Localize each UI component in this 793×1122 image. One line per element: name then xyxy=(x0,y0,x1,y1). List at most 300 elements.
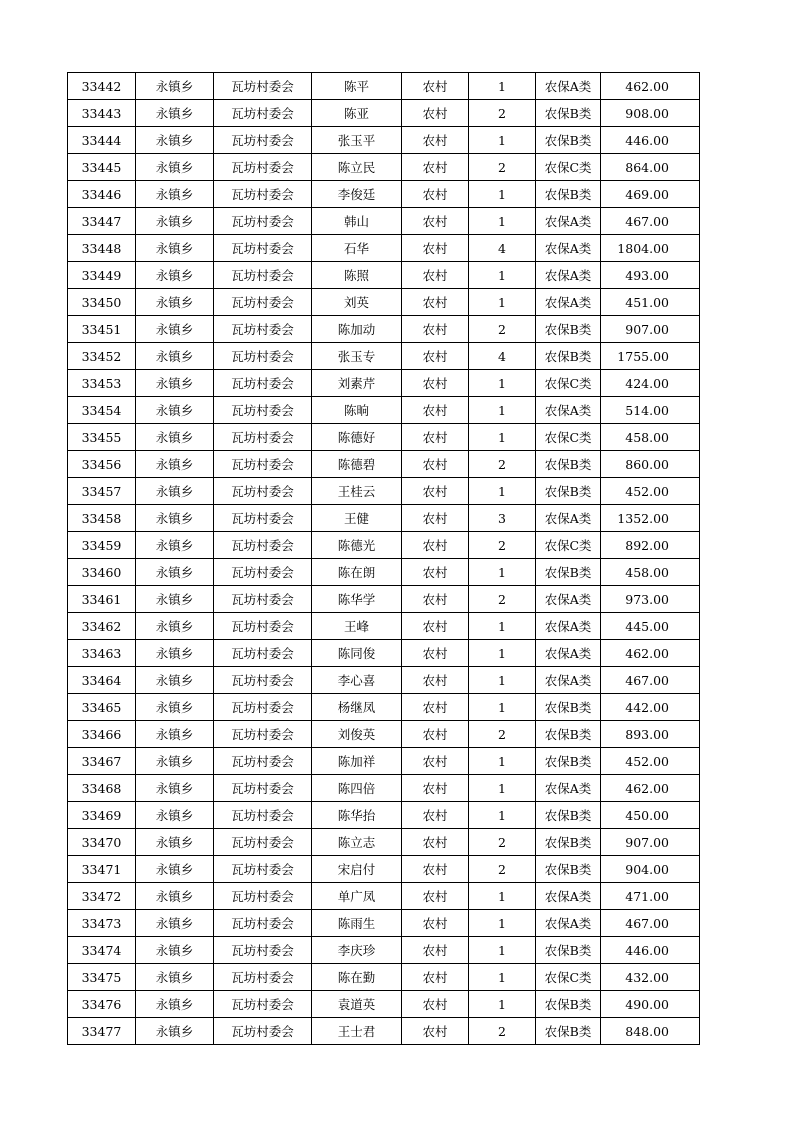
amount-cell: 514.00 xyxy=(601,397,700,424)
row-number-cell: 33456 xyxy=(68,451,136,478)
area-type-cell: 农村 xyxy=(402,613,469,640)
name-cell: 陈德碧 xyxy=(312,451,402,478)
table-row xyxy=(68,262,700,289)
table-row xyxy=(68,721,700,748)
person-count-cell: 1 xyxy=(469,991,536,1018)
township-cell: 永镇乡 xyxy=(136,478,214,505)
table-row xyxy=(68,451,700,478)
insurance-category-cell: 农保A类 xyxy=(536,208,601,235)
row-number-cell: 33465 xyxy=(68,694,136,721)
insurance-category-cell: 农保B类 xyxy=(536,559,601,586)
amount-cell: 445.00 xyxy=(601,613,700,640)
insurance-category-cell: 农保C类 xyxy=(536,424,601,451)
table-row xyxy=(68,829,700,856)
person-count-cell: 2 xyxy=(469,721,536,748)
township-cell: 永镇乡 xyxy=(136,532,214,559)
township-cell: 永镇乡 xyxy=(136,343,214,370)
area-type-cell: 农村 xyxy=(402,856,469,883)
township-cell: 永镇乡 xyxy=(136,424,214,451)
table-row xyxy=(68,1018,700,1045)
village-committee-cell: 瓦坊村委会 xyxy=(214,127,312,154)
township-cell: 永镇乡 xyxy=(136,127,214,154)
township-cell: 永镇乡 xyxy=(136,154,214,181)
area-type-cell: 农村 xyxy=(402,370,469,397)
amount-cell: 424.00 xyxy=(601,370,700,397)
area-type-cell: 农村 xyxy=(402,694,469,721)
name-cell: 陈加动 xyxy=(312,316,402,343)
row-number-cell: 33457 xyxy=(68,478,136,505)
allowance-table xyxy=(67,72,700,1045)
insurance-category-cell: 农保C类 xyxy=(536,370,601,397)
row-number-cell: 33462 xyxy=(68,613,136,640)
amount-cell: 446.00 xyxy=(601,127,700,154)
table-row xyxy=(68,505,700,532)
township-cell: 永镇乡 xyxy=(136,856,214,883)
township-cell: 永镇乡 xyxy=(136,829,214,856)
row-number-cell: 33464 xyxy=(68,667,136,694)
table-row xyxy=(68,181,700,208)
area-type-cell: 农村 xyxy=(402,397,469,424)
person-count-cell: 1 xyxy=(469,424,536,451)
insurance-category-cell: 农保B类 xyxy=(536,748,601,775)
table-row xyxy=(68,478,700,505)
person-count-cell: 2 xyxy=(469,1018,536,1045)
insurance-category-cell: 农保C类 xyxy=(536,964,601,991)
area-type-cell: 农村 xyxy=(402,748,469,775)
village-committee-cell: 瓦坊村委会 xyxy=(214,1018,312,1045)
amount-cell: 458.00 xyxy=(601,424,700,451)
name-cell: 袁道英 xyxy=(312,991,402,1018)
name-cell: 陈华抬 xyxy=(312,802,402,829)
amount-cell: 467.00 xyxy=(601,667,700,694)
row-number-cell: 33460 xyxy=(68,559,136,586)
name-cell: 陈平 xyxy=(312,73,402,100)
person-count-cell: 2 xyxy=(469,154,536,181)
row-number-cell: 33447 xyxy=(68,208,136,235)
name-cell: 单广凤 xyxy=(312,883,402,910)
area-type-cell: 农村 xyxy=(402,73,469,100)
table-row xyxy=(68,559,700,586)
name-cell: 张玉专 xyxy=(312,343,402,370)
person-count-cell: 2 xyxy=(469,856,536,883)
village-committee-cell: 瓦坊村委会 xyxy=(214,721,312,748)
township-cell: 永镇乡 xyxy=(136,775,214,802)
name-cell: 陈晌 xyxy=(312,397,402,424)
village-committee-cell: 瓦坊村委会 xyxy=(214,910,312,937)
amount-cell: 907.00 xyxy=(601,829,700,856)
amount-cell: 469.00 xyxy=(601,181,700,208)
table-row xyxy=(68,640,700,667)
township-cell: 永镇乡 xyxy=(136,316,214,343)
name-cell: 陈亚 xyxy=(312,100,402,127)
person-count-cell: 1 xyxy=(469,910,536,937)
person-count-cell: 1 xyxy=(469,208,536,235)
township-cell: 永镇乡 xyxy=(136,586,214,613)
row-number-cell: 33449 xyxy=(68,262,136,289)
insurance-category-cell: 农保A类 xyxy=(536,667,601,694)
person-count-cell: 3 xyxy=(469,505,536,532)
amount-cell: 908.00 xyxy=(601,100,700,127)
area-type-cell: 农村 xyxy=(402,424,469,451)
row-number-cell: 33448 xyxy=(68,235,136,262)
insurance-category-cell: 农保A类 xyxy=(536,73,601,100)
person-count-cell: 1 xyxy=(469,289,536,316)
township-cell: 永镇乡 xyxy=(136,208,214,235)
insurance-category-cell: 农保B类 xyxy=(536,181,601,208)
village-committee-cell: 瓦坊村委会 xyxy=(214,451,312,478)
township-cell: 永镇乡 xyxy=(136,100,214,127)
area-type-cell: 农村 xyxy=(402,100,469,127)
village-committee-cell: 瓦坊村委会 xyxy=(214,397,312,424)
village-committee-cell: 瓦坊村委会 xyxy=(214,559,312,586)
row-number-cell: 33476 xyxy=(68,991,136,1018)
name-cell: 陈照 xyxy=(312,262,402,289)
table-row xyxy=(68,100,700,127)
village-committee-cell: 瓦坊村委会 xyxy=(214,856,312,883)
village-committee-cell: 瓦坊村委会 xyxy=(214,694,312,721)
person-count-cell: 1 xyxy=(469,640,536,667)
area-type-cell: 农村 xyxy=(402,640,469,667)
insurance-category-cell: 农保B类 xyxy=(536,721,601,748)
name-cell: 李庆珍 xyxy=(312,937,402,964)
insurance-category-cell: 农保B类 xyxy=(536,478,601,505)
village-committee-cell: 瓦坊村委会 xyxy=(214,883,312,910)
row-number-cell: 33442 xyxy=(68,73,136,100)
name-cell: 陈华学 xyxy=(312,586,402,613)
township-cell: 永镇乡 xyxy=(136,640,214,667)
amount-cell: 860.00 xyxy=(601,451,700,478)
table-row xyxy=(68,424,700,451)
village-committee-cell: 瓦坊村委会 xyxy=(214,505,312,532)
amount-cell: 452.00 xyxy=(601,748,700,775)
name-cell: 陈德光 xyxy=(312,532,402,559)
name-cell: 王健 xyxy=(312,505,402,532)
row-number-cell: 33471 xyxy=(68,856,136,883)
insurance-category-cell: 农保B类 xyxy=(536,1018,601,1045)
area-type-cell: 农村 xyxy=(402,478,469,505)
insurance-category-cell: 农保B类 xyxy=(536,316,601,343)
name-cell: 刘俊英 xyxy=(312,721,402,748)
person-count-cell: 1 xyxy=(469,397,536,424)
amount-cell: 467.00 xyxy=(601,910,700,937)
table-row xyxy=(68,883,700,910)
amount-cell: 904.00 xyxy=(601,856,700,883)
area-type-cell: 农村 xyxy=(402,505,469,532)
table-row xyxy=(68,127,700,154)
row-number-cell: 33454 xyxy=(68,397,136,424)
village-committee-cell: 瓦坊村委会 xyxy=(214,586,312,613)
township-cell: 永镇乡 xyxy=(136,370,214,397)
person-count-cell: 2 xyxy=(469,829,536,856)
name-cell: 韩山 xyxy=(312,208,402,235)
table-row xyxy=(68,694,700,721)
row-number-cell: 33468 xyxy=(68,775,136,802)
amount-cell: 432.00 xyxy=(601,964,700,991)
insurance-category-cell: 农保A类 xyxy=(536,640,601,667)
person-count-cell: 1 xyxy=(469,802,536,829)
village-committee-cell: 瓦坊村委会 xyxy=(214,262,312,289)
township-cell: 永镇乡 xyxy=(136,397,214,424)
insurance-category-cell: 农保A类 xyxy=(536,775,601,802)
person-count-cell: 1 xyxy=(469,127,536,154)
township-cell: 永镇乡 xyxy=(136,559,214,586)
area-type-cell: 农村 xyxy=(402,235,469,262)
amount-cell: 451.00 xyxy=(601,289,700,316)
name-cell: 陈在朗 xyxy=(312,559,402,586)
table-row xyxy=(68,856,700,883)
person-count-cell: 2 xyxy=(469,316,536,343)
township-cell: 永镇乡 xyxy=(136,964,214,991)
person-count-cell: 1 xyxy=(469,73,536,100)
village-committee-cell: 瓦坊村委会 xyxy=(214,991,312,1018)
name-cell: 李心喜 xyxy=(312,667,402,694)
name-cell: 李俊廷 xyxy=(312,181,402,208)
township-cell: 永镇乡 xyxy=(136,181,214,208)
amount-cell: 892.00 xyxy=(601,532,700,559)
township-cell: 永镇乡 xyxy=(136,235,214,262)
area-type-cell: 农村 xyxy=(402,775,469,802)
village-committee-cell: 瓦坊村委会 xyxy=(214,829,312,856)
township-cell: 永镇乡 xyxy=(136,667,214,694)
person-count-cell: 1 xyxy=(469,559,536,586)
area-type-cell: 农村 xyxy=(402,586,469,613)
amount-cell: 490.00 xyxy=(601,991,700,1018)
township-cell: 永镇乡 xyxy=(136,73,214,100)
insurance-category-cell: 农保B类 xyxy=(536,937,601,964)
row-number-cell: 33467 xyxy=(68,748,136,775)
insurance-category-cell: 农保B类 xyxy=(536,856,601,883)
amount-cell: 1755.00 xyxy=(601,343,700,370)
person-count-cell: 4 xyxy=(469,235,536,262)
village-committee-cell: 瓦坊村委会 xyxy=(214,964,312,991)
name-cell: 张玉平 xyxy=(312,127,402,154)
area-type-cell: 农村 xyxy=(402,964,469,991)
table-row xyxy=(68,235,700,262)
person-count-cell: 1 xyxy=(469,937,536,964)
person-count-cell: 1 xyxy=(469,775,536,802)
insurance-category-cell: 农保A类 xyxy=(536,397,601,424)
row-number-cell: 33461 xyxy=(68,586,136,613)
village-committee-cell: 瓦坊村委会 xyxy=(214,235,312,262)
name-cell: 陈立民 xyxy=(312,154,402,181)
row-number-cell: 33455 xyxy=(68,424,136,451)
village-committee-cell: 瓦坊村委会 xyxy=(214,424,312,451)
village-committee-cell: 瓦坊村委会 xyxy=(214,640,312,667)
row-number-cell: 33470 xyxy=(68,829,136,856)
village-committee-cell: 瓦坊村委会 xyxy=(214,775,312,802)
row-number-cell: 33453 xyxy=(68,370,136,397)
township-cell: 永镇乡 xyxy=(136,883,214,910)
table-row xyxy=(68,397,700,424)
row-number-cell: 33466 xyxy=(68,721,136,748)
row-number-cell: 33443 xyxy=(68,100,136,127)
village-committee-cell: 瓦坊村委会 xyxy=(214,100,312,127)
insurance-category-cell: 农保B类 xyxy=(536,829,601,856)
table-row xyxy=(68,316,700,343)
area-type-cell: 农村 xyxy=(402,262,469,289)
name-cell: 杨继凤 xyxy=(312,694,402,721)
village-committee-cell: 瓦坊村委会 xyxy=(214,370,312,397)
person-count-cell: 1 xyxy=(469,964,536,991)
amount-cell: 848.00 xyxy=(601,1018,700,1045)
row-number-cell: 33463 xyxy=(68,640,136,667)
village-committee-cell: 瓦坊村委会 xyxy=(214,937,312,964)
village-committee-cell: 瓦坊村委会 xyxy=(214,73,312,100)
insurance-category-cell: 农保A类 xyxy=(536,910,601,937)
area-type-cell: 农村 xyxy=(402,181,469,208)
township-cell: 永镇乡 xyxy=(136,694,214,721)
table-row xyxy=(68,775,700,802)
table-row xyxy=(68,748,700,775)
amount-cell: 450.00 xyxy=(601,802,700,829)
amount-cell: 467.00 xyxy=(601,208,700,235)
row-number-cell: 33452 xyxy=(68,343,136,370)
township-cell: 永镇乡 xyxy=(136,748,214,775)
person-count-cell: 1 xyxy=(469,262,536,289)
name-cell: 宋启付 xyxy=(312,856,402,883)
area-type-cell: 农村 xyxy=(402,127,469,154)
row-number-cell: 33469 xyxy=(68,802,136,829)
amount-cell: 462.00 xyxy=(601,775,700,802)
amount-cell: 864.00 xyxy=(601,154,700,181)
insurance-category-cell: 农保B类 xyxy=(536,991,601,1018)
village-committee-cell: 瓦坊村委会 xyxy=(214,802,312,829)
person-count-cell: 2 xyxy=(469,100,536,127)
amount-cell: 1804.00 xyxy=(601,235,700,262)
table-body xyxy=(68,73,700,1045)
amount-cell: 973.00 xyxy=(601,586,700,613)
area-type-cell: 农村 xyxy=(402,883,469,910)
table-row xyxy=(68,370,700,397)
person-count-cell: 4 xyxy=(469,343,536,370)
row-number-cell: 33473 xyxy=(68,910,136,937)
area-type-cell: 农村 xyxy=(402,667,469,694)
name-cell: 陈在勤 xyxy=(312,964,402,991)
person-count-cell: 1 xyxy=(469,370,536,397)
township-cell: 永镇乡 xyxy=(136,802,214,829)
name-cell: 陈雨生 xyxy=(312,910,402,937)
village-committee-cell: 瓦坊村委会 xyxy=(214,478,312,505)
row-number-cell: 33445 xyxy=(68,154,136,181)
village-committee-cell: 瓦坊村委会 xyxy=(214,181,312,208)
area-type-cell: 农村 xyxy=(402,829,469,856)
person-count-cell: 1 xyxy=(469,478,536,505)
insurance-category-cell: 农保A类 xyxy=(536,235,601,262)
village-committee-cell: 瓦坊村委会 xyxy=(214,316,312,343)
person-count-cell: 1 xyxy=(469,748,536,775)
amount-cell: 462.00 xyxy=(601,73,700,100)
insurance-category-cell: 农保A类 xyxy=(536,262,601,289)
person-count-cell: 2 xyxy=(469,586,536,613)
table-row xyxy=(68,991,700,1018)
table-row xyxy=(68,613,700,640)
township-cell: 永镇乡 xyxy=(136,262,214,289)
name-cell: 王峰 xyxy=(312,613,402,640)
village-committee-cell: 瓦坊村委会 xyxy=(214,208,312,235)
table-row xyxy=(68,343,700,370)
area-type-cell: 农村 xyxy=(402,991,469,1018)
row-number-cell: 33450 xyxy=(68,289,136,316)
name-cell: 陈加祥 xyxy=(312,748,402,775)
amount-cell: 471.00 xyxy=(601,883,700,910)
village-committee-cell: 瓦坊村委会 xyxy=(214,154,312,181)
name-cell: 石华 xyxy=(312,235,402,262)
person-count-cell: 2 xyxy=(469,532,536,559)
township-cell: 永镇乡 xyxy=(136,613,214,640)
insurance-category-cell: 农保B类 xyxy=(536,802,601,829)
amount-cell: 893.00 xyxy=(601,721,700,748)
person-count-cell: 1 xyxy=(469,613,536,640)
area-type-cell: 农村 xyxy=(402,316,469,343)
name-cell: 陈德好 xyxy=(312,424,402,451)
table-row xyxy=(68,667,700,694)
insurance-category-cell: 农保C类 xyxy=(536,154,601,181)
area-type-cell: 农村 xyxy=(402,154,469,181)
table-row xyxy=(68,154,700,181)
amount-cell: 452.00 xyxy=(601,478,700,505)
insurance-category-cell: 农保A类 xyxy=(536,613,601,640)
insurance-category-cell: 农保B类 xyxy=(536,343,601,370)
area-type-cell: 农村 xyxy=(402,802,469,829)
area-type-cell: 农村 xyxy=(402,1018,469,1045)
person-count-cell: 1 xyxy=(469,694,536,721)
township-cell: 永镇乡 xyxy=(136,451,214,478)
table-row xyxy=(68,289,700,316)
area-type-cell: 农村 xyxy=(402,289,469,316)
area-type-cell: 农村 xyxy=(402,532,469,559)
table-row xyxy=(68,208,700,235)
row-number-cell: 33472 xyxy=(68,883,136,910)
insurance-category-cell: 农保C类 xyxy=(536,532,601,559)
village-committee-cell: 瓦坊村委会 xyxy=(214,289,312,316)
township-cell: 永镇乡 xyxy=(136,505,214,532)
township-cell: 永镇乡 xyxy=(136,721,214,748)
name-cell: 陈同俊 xyxy=(312,640,402,667)
row-number-cell: 33458 xyxy=(68,505,136,532)
name-cell: 陈立志 xyxy=(312,829,402,856)
area-type-cell: 农村 xyxy=(402,937,469,964)
amount-cell: 1352.00 xyxy=(601,505,700,532)
township-cell: 永镇乡 xyxy=(136,937,214,964)
table-row xyxy=(68,937,700,964)
amount-cell: 446.00 xyxy=(601,937,700,964)
township-cell: 永镇乡 xyxy=(136,991,214,1018)
amount-cell: 462.00 xyxy=(601,640,700,667)
area-type-cell: 农村 xyxy=(402,208,469,235)
insurance-category-cell: 农保A类 xyxy=(536,883,601,910)
village-committee-cell: 瓦坊村委会 xyxy=(214,748,312,775)
person-count-cell: 1 xyxy=(469,667,536,694)
person-count-cell: 1 xyxy=(469,883,536,910)
insurance-category-cell: 农保B类 xyxy=(536,127,601,154)
insurance-category-cell: 农保A类 xyxy=(536,289,601,316)
village-committee-cell: 瓦坊村委会 xyxy=(214,667,312,694)
insurance-category-cell: 农保B类 xyxy=(536,100,601,127)
area-type-cell: 农村 xyxy=(402,721,469,748)
name-cell: 王桂云 xyxy=(312,478,402,505)
row-number-cell: 33446 xyxy=(68,181,136,208)
person-count-cell: 1 xyxy=(469,181,536,208)
amount-cell: 442.00 xyxy=(601,694,700,721)
row-number-cell: 33444 xyxy=(68,127,136,154)
village-committee-cell: 瓦坊村委会 xyxy=(214,532,312,559)
amount-cell: 493.00 xyxy=(601,262,700,289)
table-row xyxy=(68,586,700,613)
insurance-category-cell: 农保B类 xyxy=(536,694,601,721)
village-committee-cell: 瓦坊村委会 xyxy=(214,343,312,370)
insurance-category-cell: 农保A类 xyxy=(536,505,601,532)
person-count-cell: 2 xyxy=(469,451,536,478)
